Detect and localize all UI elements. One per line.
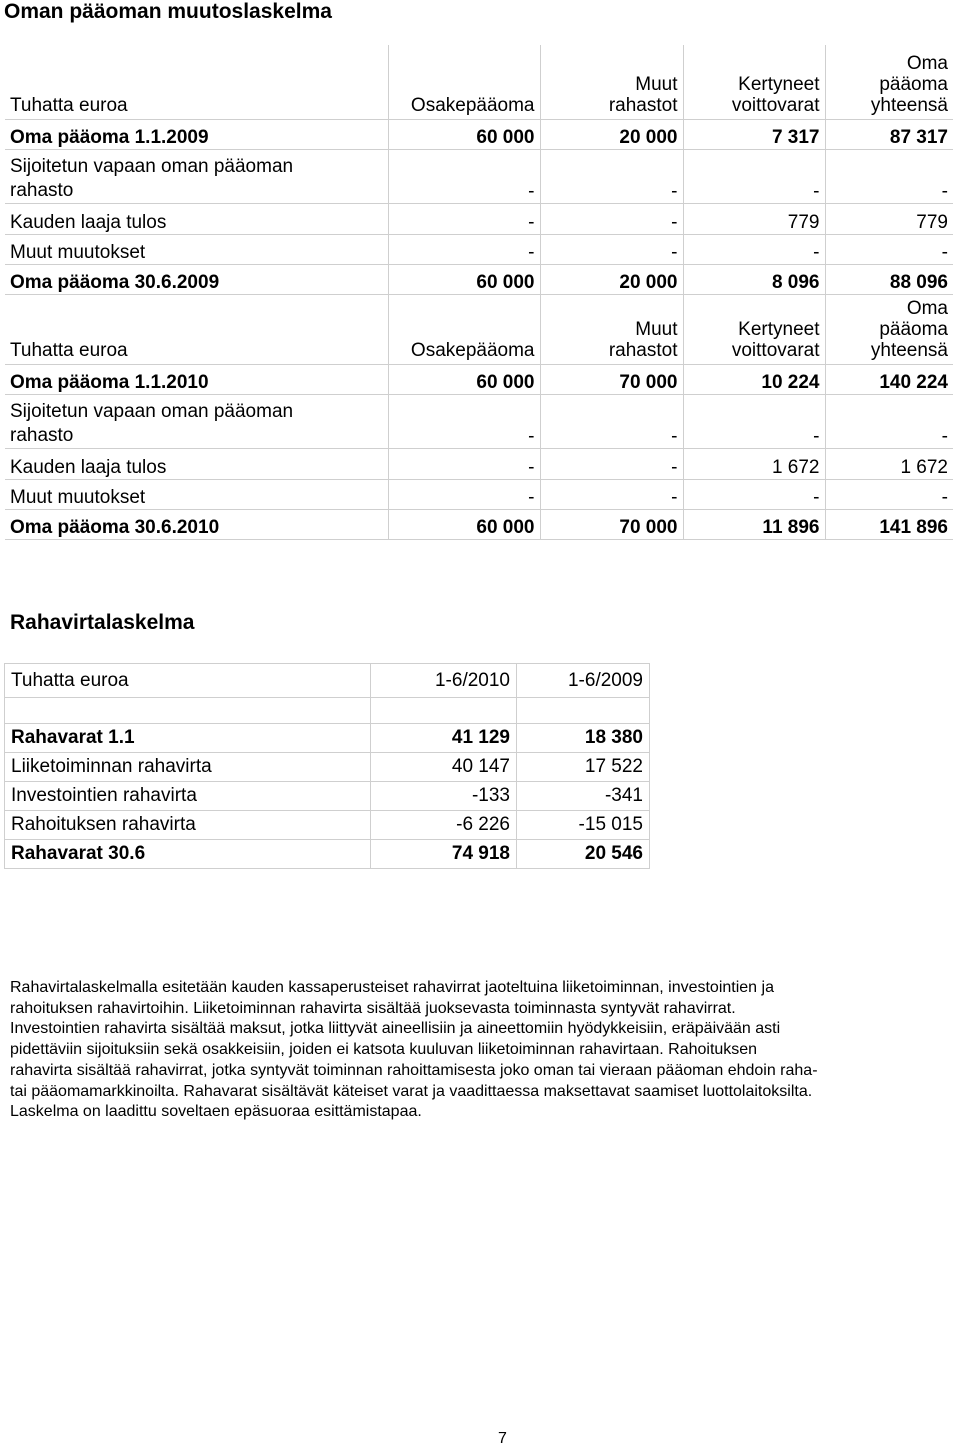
table-row: Oma pääoma 30.6.2010 60 000 70 000 11 896 141 896 (5, 509, 953, 539)
table-row: Muut muutokset - - - - (5, 234, 953, 264)
description-line: rahoituksen rahavirtoihin. Liiketoiminnan rahavirta sisältää juoksevasta toiminnasta syntyvät rahavirrat. (10, 999, 736, 1017)
cashflow-description (10, 978, 955, 1123)
description-line: Investointien rahavirta sisältää maksut, jotka liittyvät aineellisiin ja aineettomiin hyödykkeisiin, eräpäivään asti (10, 1020, 781, 1038)
description-line: rahavirta sisältää rahavirrat, jotka syntyvät toiminnan rahoittamisesta joko oman tai vieraan pääoman ehdoin raha- (10, 1061, 818, 1079)
header-yhteensa: Oma pääoma yhteensä (825, 290, 953, 364)
table-row: Rahoituksen rahavirta -6 226 -15 015 (5, 811, 650, 840)
table-row: Kauden laaja tulos - - 779 779 (5, 203, 953, 234)
equity-table-2009 (5, 45, 953, 295)
cashflow-table (4, 663, 650, 869)
table-row: Oma pääoma 1.1.2010 60 000 70 000 10 224 140 224 (5, 364, 953, 394)
header-osakepaaoma: Osakepääoma (388, 290, 540, 364)
cashflow-header-row (5, 664, 650, 698)
table-row: Oma pääoma 1.1.2009 60 000 20 000 7 317 87 317 (5, 119, 953, 149)
description-line: Rahavirtalaskelmalla esitetään kauden kassaperusteiset rahavirrat jaoteltuina liiketoiminnan, investointien ja (10, 979, 774, 996)
table-row: Kauden laaja tulos - - 1 672 1 672 (5, 448, 953, 479)
table-row: Sijoitetun vapaan oman pääoman rahasto - - - - (5, 149, 953, 203)
cf-header-unit: Tuhatta euroa (5, 664, 371, 698)
header-unit: Tuhatta euroa (5, 45, 388, 119)
header-kertyneet: Kertyneet voittovarat (683, 290, 825, 364)
description-line: Laskelma on laadittu soveltaen epäsuoraa esittämistapaa. (10, 1103, 422, 1121)
cf-spacer-row (5, 698, 650, 724)
table-row: Muut muutokset - - - - (5, 479, 953, 509)
header-muut-rahastot: Muut rahastot (540, 45, 683, 119)
cf-header-2009: 1-6/2009 (517, 664, 650, 698)
description-line: pidettäviin sijoituksiin sekä osakkeisiin, joiden ei katsota kuuluvan liiketoiminnan rahavirtaan. Rahoituksen (10, 1041, 758, 1059)
table-row: Rahavarat 30.6 74 918 20 546 (5, 840, 650, 869)
header-unit: Tuhatta euroa (5, 290, 388, 364)
table-row: Investointien rahavirta -133 -341 (5, 782, 650, 811)
equity-title: Oman pääoman muutoslaskelma (4, 0, 332, 23)
table-row: Oma pääoma 30.6.2009 60 000 20 000 8 096 88 096 (5, 264, 953, 294)
equity-header-row (5, 290, 953, 364)
header-yhteensa: Oma pääoma yhteensä (825, 45, 953, 119)
page-number: 7 (498, 1430, 507, 1447)
cashflow-title: Rahavirtalaskelma (10, 611, 195, 634)
header-muut-rahastot: Muut rahastot (540, 290, 683, 364)
header-osakepaaoma: Osakepääoma (388, 45, 540, 119)
table-row: Liiketoiminnan rahavirta 40 147 17 522 (5, 753, 650, 782)
table-row: Rahavarat 1.1 41 129 18 380 (5, 724, 650, 753)
table-row: Sijoitetun vapaan oman pääoman rahasto - - - - (5, 394, 953, 448)
equity-table-2010 (5, 290, 953, 540)
equity-header-row (5, 45, 953, 119)
cf-header-2010: 1-6/2010 (371, 664, 517, 698)
header-kertyneet: Kertyneet voittovarat (683, 45, 825, 119)
description-line: tai pääomamarkkinoilta. Rahavarat sisältävät käteiset varat ja vaadittaessa maksettavat saamiset luottolaitoksilta. (10, 1082, 813, 1100)
